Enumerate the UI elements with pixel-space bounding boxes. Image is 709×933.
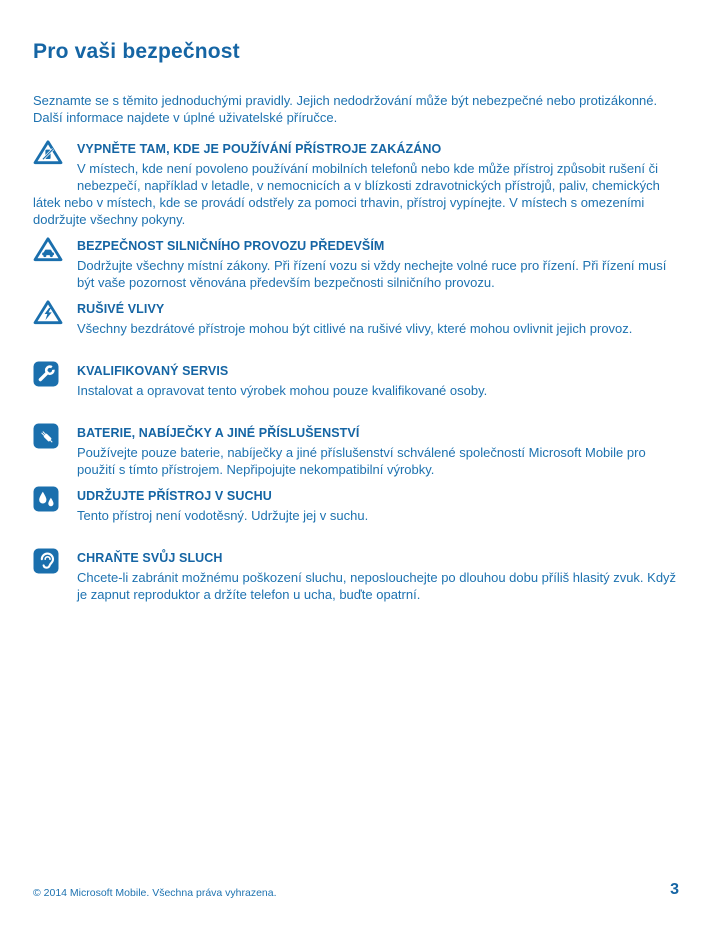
section-batteries-accessories xyxy=(33,423,679,478)
section-road-safety xyxy=(33,236,679,291)
section-protect-hearing xyxy=(33,548,679,603)
section-heading: KVALIFIKOVANÝ SERVIS xyxy=(77,364,229,378)
section-heading: RUŠIVÉ VLIVY xyxy=(77,302,165,316)
section-heading: VYPNĚTE TAM, KDE JE POUŽÍVÁNÍ PŘÍSTROJE ZAKÁZÁNO xyxy=(77,142,442,156)
phone-off-warning-icon xyxy=(33,139,63,165)
section-interference xyxy=(33,299,679,353)
section-body: Tento přístroj není vodotěsný. Udržujte jej v suchu. xyxy=(77,508,369,523)
section-heading: BEZPEČNOST SILNIČNÍHO PROVOZU PŘEDEVŠÍM xyxy=(77,239,385,253)
intro-text: Seznamte se s těmito jednoduchými pravidly. Jejich nedodržování může být nebezpečné nebo protizákonné. Další informace najdete v úplné uživatelské příručce. xyxy=(33,93,658,125)
battery-accessories-icon xyxy=(33,423,63,449)
interference-warning-icon xyxy=(33,299,63,325)
section-body: Instalovat a opravovat tento výrobek mohou pouze kvalifikované osoby. xyxy=(77,383,488,398)
section-body: Používejte pouze baterie, nabíječky a jiné příslušenství schválené společností Microsoft Mobile pro použití s tímto přístrojem. Nepřipojujte nekompatibilní výrobky. xyxy=(77,445,646,477)
section-body: Chcete-li zabránit možnému poškození sluchu, neposlouchejte po dlouhou dobu příliš hlasitý zvuk. Když je zapnut reproduktor a držíte telefon u ucha, buďte opatrní. xyxy=(77,570,677,602)
section-heading: CHRAŇTE SVŮJ SLUCH xyxy=(77,551,223,565)
section-body: Dodržujte všechny místní zákony. Při řízení vozu si vždy nechejte volné ruce pro řízení. Při řízení musí být vaše pozornost věnována především bezpečnosti silničního provozu. xyxy=(77,258,667,290)
section-qualified-service xyxy=(33,361,679,415)
page-title: Pro vaši bezpečnost xyxy=(33,40,240,63)
qualified-service-icon xyxy=(33,361,63,387)
hearing-protection-icon xyxy=(33,548,63,574)
section-body: Všechny bezdrátové přístroje mohou být citlivé na rušivé vlivy, které mohou ovlivnit jejich provoz. xyxy=(77,321,633,336)
section-switch-off xyxy=(33,139,679,228)
section-heading: UDRŽUJTE PŘÍSTROJ V SUCHU xyxy=(77,489,272,503)
page-number: 3 xyxy=(670,881,679,898)
keep-dry-icon xyxy=(33,486,63,512)
road-safety-warning-icon xyxy=(33,236,63,262)
copyright-text: © 2014 Microsoft Mobile. Všechna práva vyhrazena. xyxy=(33,887,277,899)
section-keep-dry xyxy=(33,486,679,540)
section-body: V místech, kde není povoleno používání mobilních telefonů nebo kde může přístroj způsobit rušení či nebezpečí, například v letadle, v nemocnicích a v blízkosti zdravotnických přístrojů, paliv, chemických látek nebo v místech, kde se provádí odstřely za pomoci trhavin, přístroj vypínejte. V místech s omezeními dodržujte všechny pokyny. xyxy=(33,161,660,227)
page-footer xyxy=(33,881,679,899)
section-heading: BATERIE, NABÍJEČKY A JINÉ PŘÍSLUŠENSTVÍ xyxy=(77,426,360,440)
